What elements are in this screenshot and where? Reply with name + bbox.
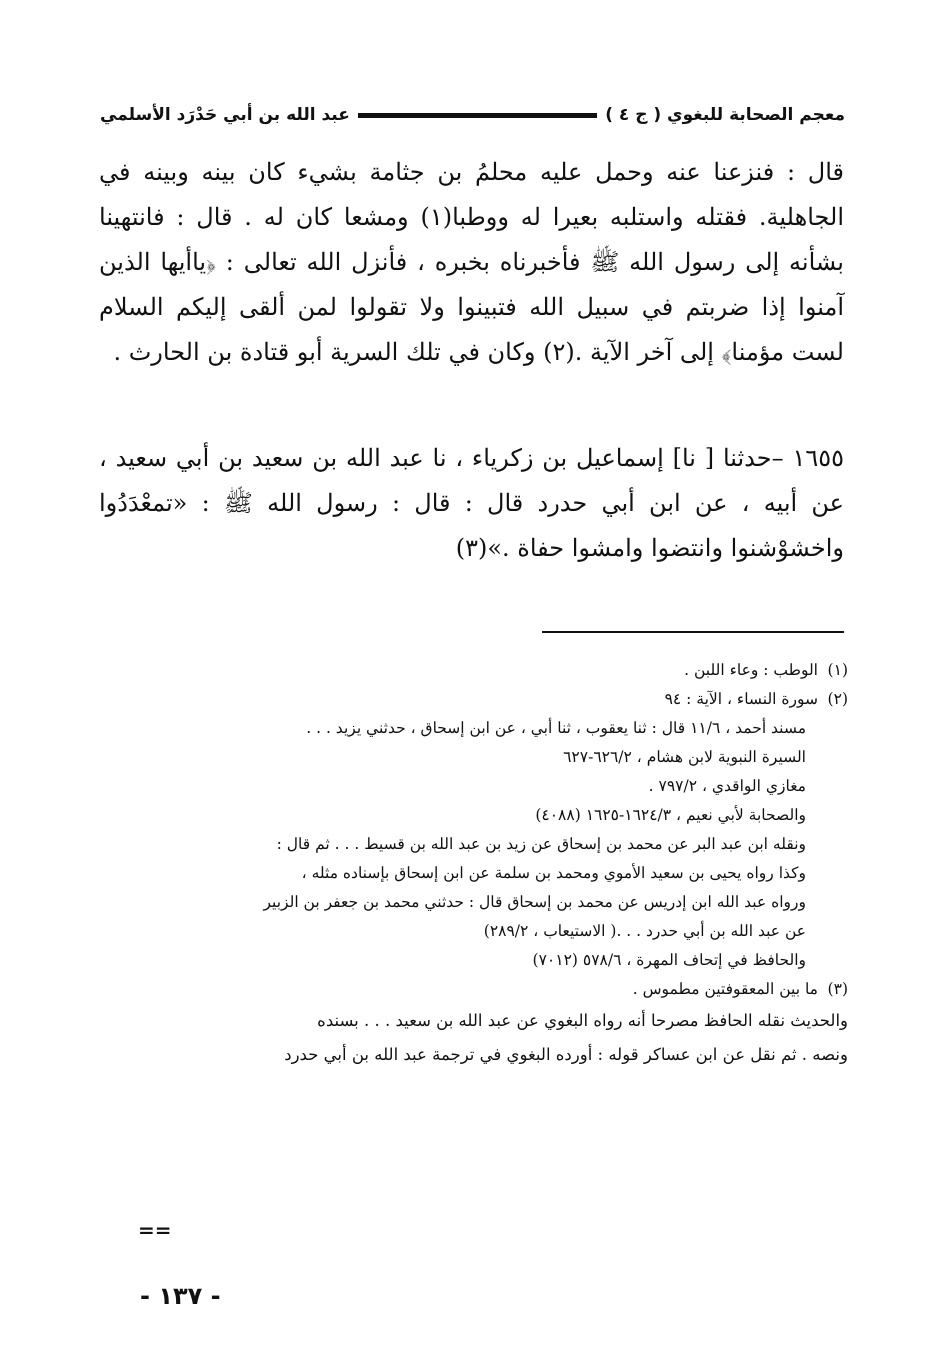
hadith-paragraph: ١٦٥٥ –حدثنا [ نا] إسماعيل بن زكرياء ، نا عبد الله بن سعيد بن أبي سعيد ، عن أبيه ، عن ابن أبي حدرد قال : قال : رسول الله ﷺ : «تمعْدَدُوا واخشوْشنوا وانتضوا وامشوا حفاة .»(٣) [99, 444, 844, 562]
page-number: - ١٣٧ - [140, 1282, 221, 1310]
running-header [100, 98, 845, 132]
footnote-separator [542, 631, 844, 633]
footnote-line: مسند أحمد ، ١١/٦ قال : ثنا يعقوب ، ثنا أبي ، عن ابن إسحاق ، حدثني يزيد . . . [306, 719, 806, 737]
footnotes [103, 656, 848, 1072]
main-paragraph-1: قال : فنزعنا عنه وحمل عليه محلمُ بن جثامة بشيء كان بينه وبينه في الجاهلية. فقتله واستلبه بعيرا له ووطبا(١) ومشعا كان له . قال : فانتهينا بشأنه إلى رسول الله ﷺ فأخبرناه بخبره ، فأنزل الله تعالى : ﴿ياأيها الذين آمنوا إذا ضربتم في سبيل الله فتبينوا ولا تقولوا لمن ألقى إليكم السلام لست مؤمنا﴾ إلى آخر الآية .(٢) وكان في تلك السرية أبو قتادة بن الحارث . [99, 158, 845, 366]
continuation-mark: == [138, 1218, 172, 1242]
footnote-line: ونصه . ثم نقل عن ابن عساكر قوله : أورده البغوي في ترجمة عبد الله بن أبي حدرد [284, 1045, 848, 1064]
footnote-number: (١) [827, 661, 848, 679]
footnote-1 [103, 656, 848, 685]
footnote-line: والحديث نقله الحافظ مصرحا أنه رواه البغوي عن عبد الله بن سعيد . . . بسنده [317, 1011, 848, 1030]
footnote-text: سورة النساء ، الآية : ٩٤ [664, 690, 818, 708]
main-text-block-1 [99, 150, 844, 375]
footnote-line: وكذا رواه يحيى بن سعيد الأموي ومحمد بن سلمة عن ابن إسحاق بإسناده مثله ، [301, 864, 806, 882]
footnote-line: ونقله ابن عبد البر عن محمد بن إسحاق عن زيد بن عبد الله بن قسيط . . . ثم قال : [276, 835, 806, 853]
header-book-title: معجم الصحابة للبغوي ( ج ٤ ) [605, 105, 845, 125]
footnote-line: عن عبد الله بن أبي حدرد . . .( الاستيعاب ، ٢٨٩/٢) [483, 922, 806, 940]
main-text-block-2 [99, 436, 844, 571]
footnote-line: السيرة النبوية لابن هشام ، ٦٢٦/٢-٦٢٧ [563, 748, 806, 766]
footnote-2 [103, 685, 848, 714]
footnote-text: ما بين المعقوفتين مطموس . [632, 980, 818, 998]
footnote-line: مغازي الواقدي ، ٧٩٧/٢ . [648, 777, 806, 795]
header-rule [358, 113, 597, 118]
footnote-line: ورواه عبد الله ابن إدريس عن محمد بن إسحاق قال : حدثني محمد بن جعفر بن الزبير [263, 893, 806, 911]
footnote-text: الوطب : وعاء اللبن . [684, 661, 818, 679]
footnote-line: والحافظ في إتحاف المهرة ، ٥٧٨/٦ (٧٠١٢) [532, 951, 806, 969]
footnote-number: (٢) [827, 690, 848, 708]
header-chapter-title: عبد الله بن أبي حَدْرَد الأسلمي [100, 105, 350, 125]
footnote-3 [103, 975, 848, 1004]
footnote-number: (٣) [827, 980, 848, 998]
footnote-line: والصحابة لأبي نعيم ، ١٦٢٤/٣-١٦٢٥ (٤٠٨٨) [535, 806, 806, 824]
